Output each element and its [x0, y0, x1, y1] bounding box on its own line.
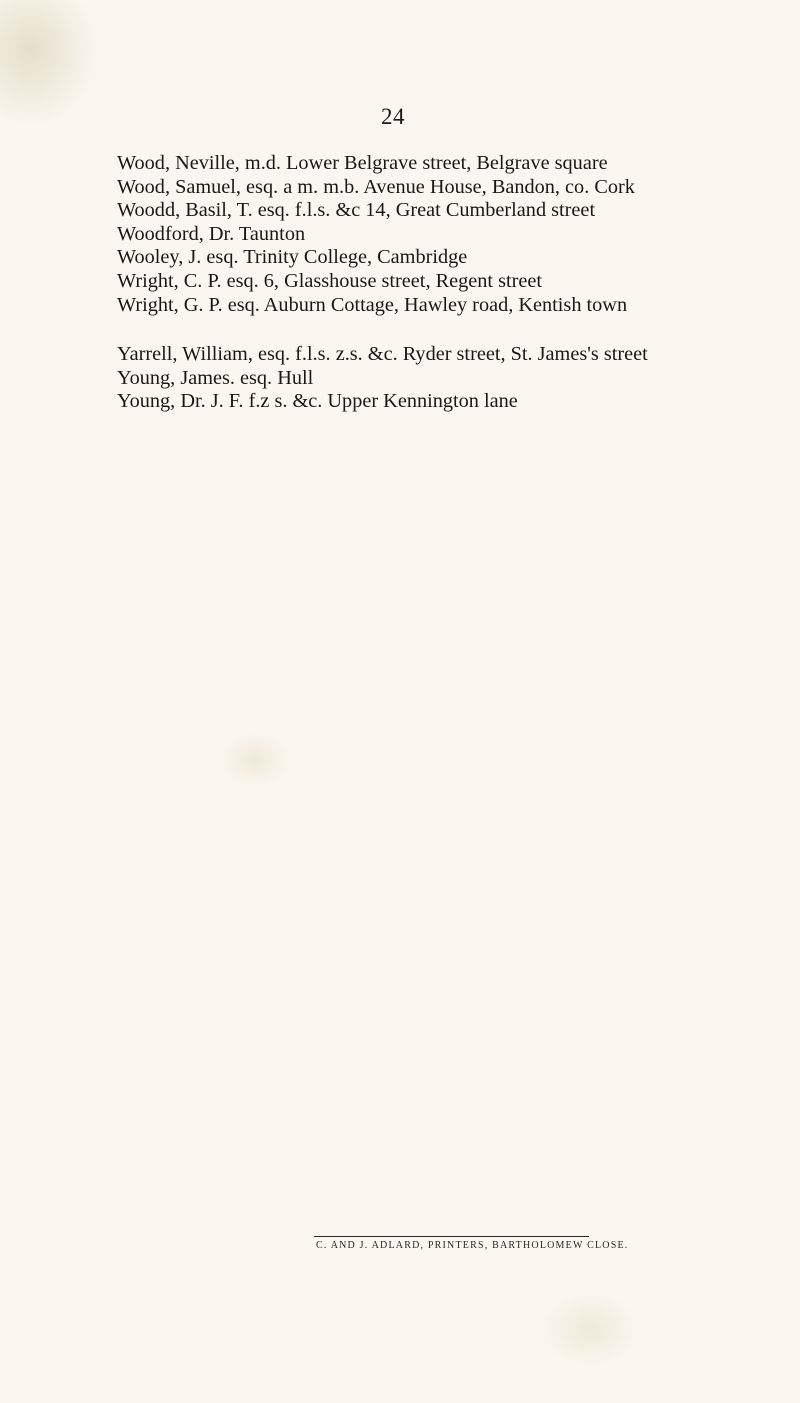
list-item: Wright, G. P. esq. Auburn Cottage, Hawley road, Kentish town	[117, 293, 628, 316]
paper-stain	[540, 1290, 640, 1370]
paper-stain	[220, 730, 290, 790]
list-item: Wooley, J. esq. Trinity College, Cambridge	[117, 246, 468, 269]
printer-imprint: C. AND J. ADLARD, PRINTERS, BARTHOLOMEW CLOSE.	[316, 1240, 629, 1251]
list-item: Young, James. esq. Hull	[117, 366, 314, 389]
footer-rule	[314, 1236, 589, 1237]
list-item: Woodd, Basil, T. esq. f.l.s. &c 14, Great Cumberland street	[117, 199, 596, 222]
paper-stain	[0, 0, 100, 130]
list-item: Yarrell, William, esq. f.l.s. z.s. &c. Ryder street, St. James's street	[117, 343, 648, 366]
list-item: Wright, C. P. esq. 6, Glasshouse street, Regent street	[117, 269, 543, 292]
list-item: Woodford, Dr. Taunton	[117, 222, 306, 245]
list-item: Wood, Samuel, esq. a m. m.b. Avenue House, Bandon, co. Cork	[117, 175, 635, 198]
page-number: 24	[381, 104, 405, 129]
list-item: Young, Dr. J. F. f.z s. &c. Upper Kennington lane	[117, 390, 518, 413]
member-list	[117, 152, 797, 414]
list-item: Wood, Neville, m.d. Lower Belgrave street, Belgrave square	[117, 152, 608, 174]
